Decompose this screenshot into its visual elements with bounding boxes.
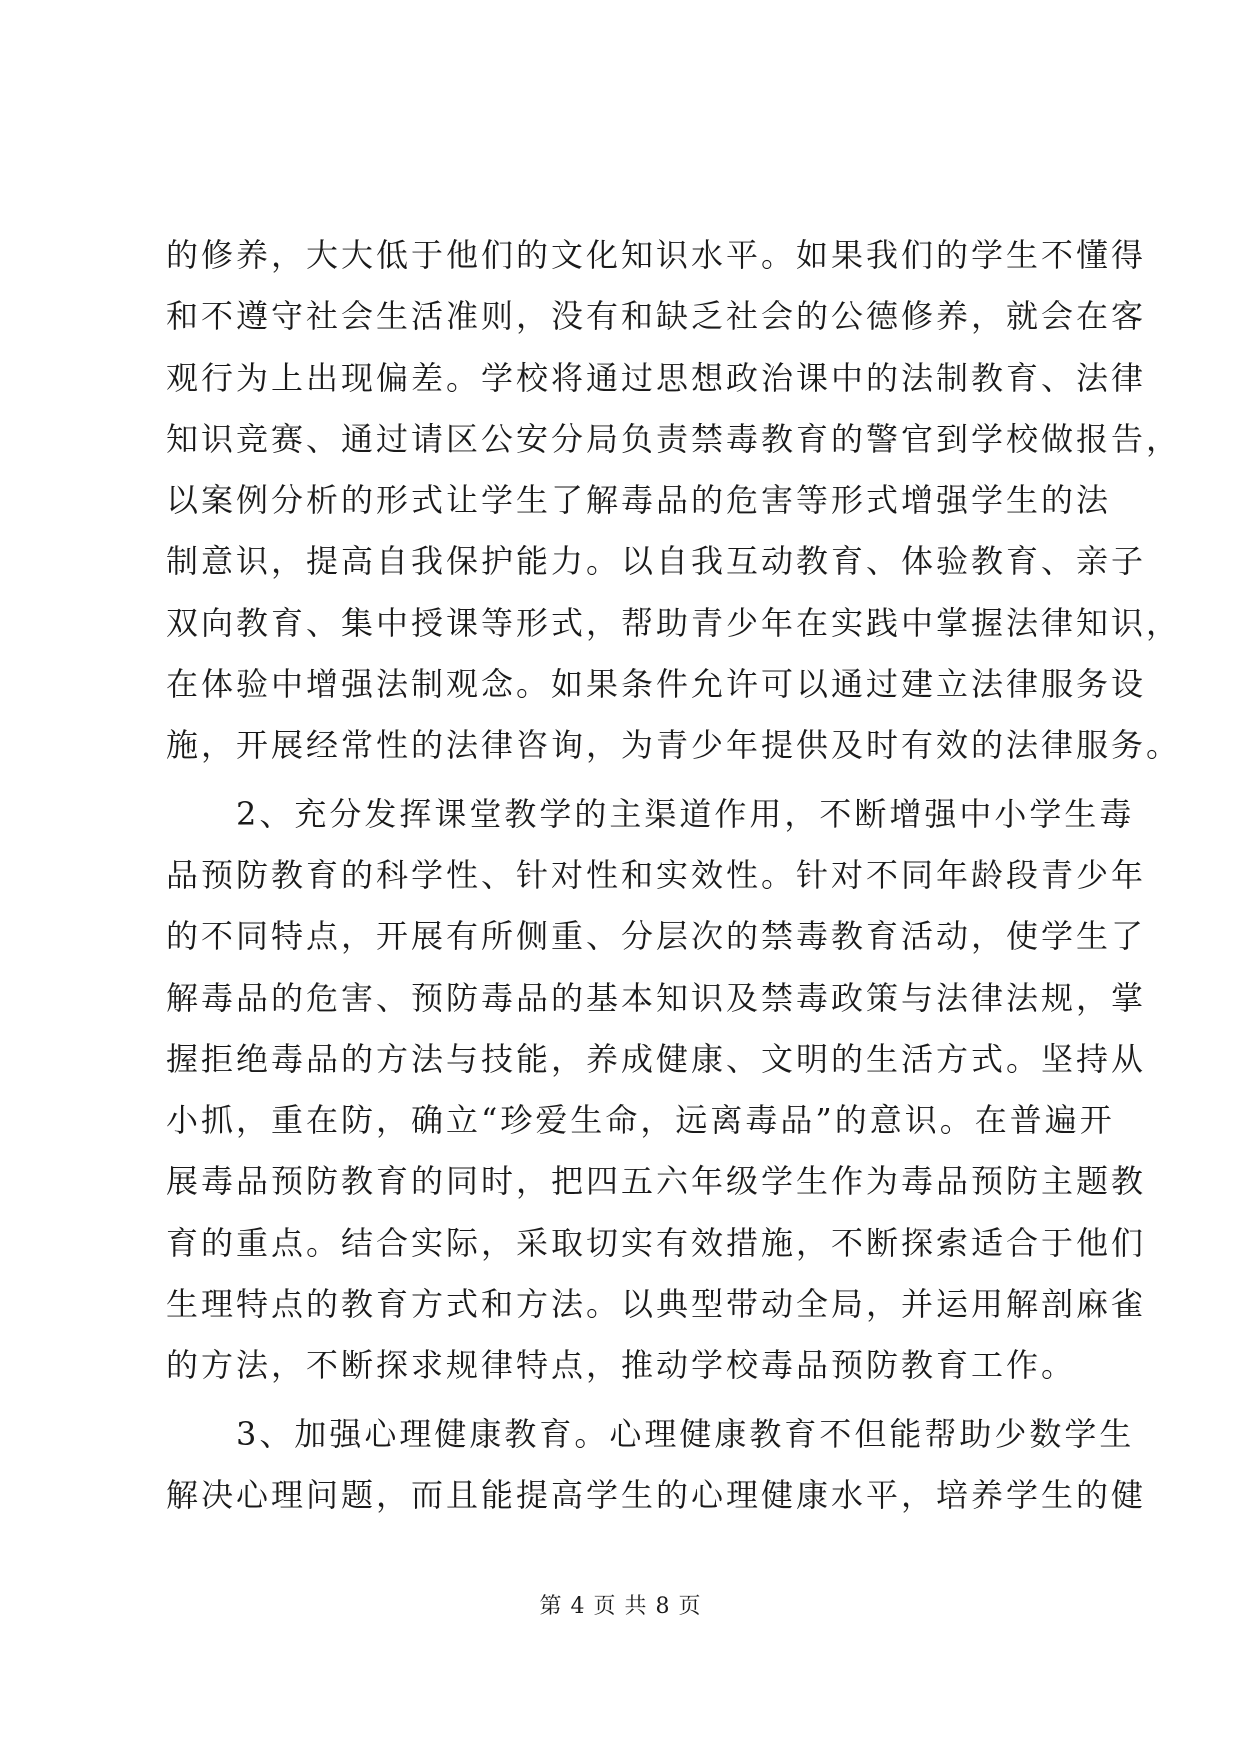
- text-line: 握拒绝毒品的方法与技能，养成健康、文明的生活方式。坚持从: [166, 1039, 1147, 1078]
- text-line: 的不同特点，开展有所侧重、分层次的禁毒教育活动，使学生了: [166, 917, 1147, 956]
- text-line: 以案例分析的形式让学生了解毒品的危害等形式增强学生的法: [166, 481, 1112, 520]
- text-line: 育的重点。结合实际，采取切实有效措施，不断探索适合于他们: [166, 1223, 1147, 1262]
- text-line: 小抓，重在防，确立“珍爱生命，远离毒品”的意识。在普遍开: [166, 1101, 1115, 1140]
- page-footer: 第 4 页 共 8 页: [539, 1594, 702, 1619]
- text-line: 知识竞赛、通过请区公安分局负责禁毒教育的警官到学校做报告，: [166, 419, 1182, 458]
- text-line: 生理特点的教育方式和方法。以典型带动全局，并运用解剖麻雀: [166, 1285, 1147, 1324]
- text-line: 在体验中增强法制观念。如果条件允许可以通过建立法律服务设: [166, 665, 1147, 704]
- text-line: 和不遵守社会生活准则，没有和缺乏社会的公德修养，就会在客: [166, 297, 1147, 336]
- text-line: 观行为上出现偏差。学校将通过思想政治课中的法制教育、法律: [166, 358, 1147, 397]
- text-line: 2、充分发挥课堂教学的主渠道作用，不断增强中小学生毒: [166, 794, 1135, 833]
- text-line: 3、加强心理健康教育。心理健康教育不但能帮助少数学生: [166, 1414, 1135, 1453]
- text-line: 展毒品预防教育的同时，把四五六年级学生作为毒品预防主题教: [166, 1162, 1147, 1201]
- text-line: 的方法，不断探求规律特点，推动学校毒品预防教育工作。: [166, 1346, 1077, 1385]
- text-line: 的修养，大大低于他们的文化知识水平。如果我们的学生不懂得: [166, 236, 1147, 274]
- text-line: 双向教育、集中授课等形式，帮助青少年在实践中掌握法律知识，: [166, 603, 1182, 642]
- text-line: 制意识，提高自我保护能力。以自我互动教育、体验教育、亲子: [166, 542, 1147, 581]
- text-line: 解决心理问题，而且能提高学生的心理健康水平，培养学生的健: [166, 1475, 1147, 1514]
- text-line: 施，开展经常性的法律咨询，为青少年提供及时有效的法律服务。: [166, 726, 1182, 765]
- text-line: 品预防教育的科学性、针对性和实效性。针对不同年龄段青少年: [166, 855, 1147, 894]
- text-line: 解毒品的危害、预防毒品的基本知识及禁毒政策与法律法规，掌: [166, 978, 1147, 1017]
- body-text: [166, 225, 1182, 1526]
